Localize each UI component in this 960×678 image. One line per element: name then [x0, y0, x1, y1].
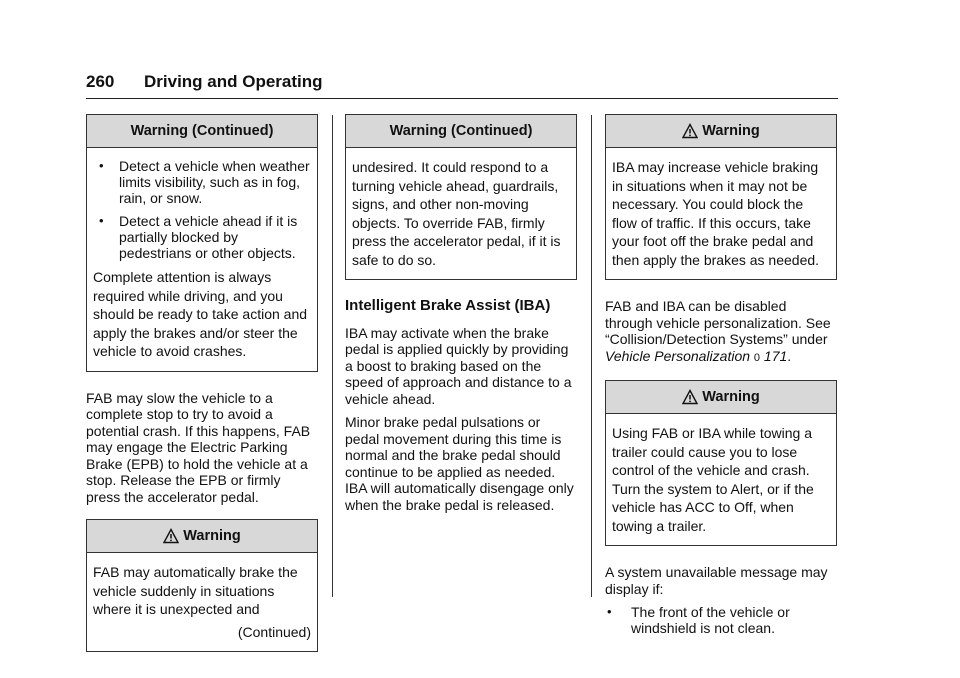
xref-arrow-icon: 0: [753, 351, 761, 364]
bullet-icon: •: [99, 213, 104, 228]
column-2: [345, 114, 577, 520]
warning-icon: [682, 123, 698, 139]
bullet-item: [93, 158, 311, 206]
bullet-text: Detect a vehicle when weather limits visibility, such as in fog, rain, or snow.: [119, 158, 310, 206]
warning-continued-box: [86, 114, 318, 372]
punctuation: .: [787, 347, 792, 364]
column-1: [86, 114, 318, 652]
page-header: [86, 72, 838, 99]
section-title: Driving and Operating: [144, 72, 323, 91]
warning-continued-box: [345, 114, 577, 280]
column-divider: [332, 115, 333, 597]
body-paragraph: Minor brake pedal pulsations or pedal movement during this time is normal and the brake pedal should continue to be applied as needed. IBA will automatically disengage only when the brake pedal is released.: [345, 414, 574, 513]
continued-label: (Continued): [237, 623, 311, 640]
warning-heading: Warning (Continued): [87, 115, 317, 148]
warning-icon: [682, 389, 698, 405]
section-heading: Intelligent Brake Assist (IBA): [345, 297, 551, 314]
warning-text: Complete attention is always required while driving, and you should be ready to take action and apply the brakes and/or steer the vehicle to avoid crashes.: [93, 269, 308, 359]
body-paragraph: A system unavailable message may display if:: [605, 564, 828, 597]
body-paragraph: IBA may activate when the brake pedal is applied quickly by providing a boost to braking based on the speed of approach and distance to a vehicle ahead.: [345, 324, 572, 407]
warning-text: undesired. It could respond to a turning vehicle ahead, guardrails, signs, and other non-moving objects. To override FAB, firmly press the accelerator pedal, if it is safe to do so.: [352, 159, 561, 268]
warning-text: Using FAB or IBA while towing a trailer could cause you to lose control of the vehicle and crash. Turn the system to Alert, or if the vehicle has ACC to Off, when towing a trailer.: [612, 425, 814, 534]
warning-text: IBA may increase vehicle braking in situations when it may not be necessary. You could block the flow of traffic. If this occurs, take your foot off the brake pedal and then apply the brakes as needed.: [612, 159, 820, 268]
warning-text: FAB may automatically brake the vehicle suddenly in situations where it is unexpected and: [93, 564, 298, 617]
warning-heading: [87, 520, 317, 553]
column-3: [605, 114, 837, 643]
xref-page-link[interactable]: 171: [763, 347, 788, 364]
body-paragraph: FAB may slow the vehicle to a complete stop to try to avoid a potential crash. If this happens, FAB may engage the Electric Parking Brake (EPB) to hold the vehicle at a stop. Release the EPB or firmly press the accelerator pedal.: [86, 389, 311, 505]
warning-heading: [606, 381, 836, 414]
warning-title: Warning: [702, 122, 760, 139]
page-number: 260: [86, 72, 115, 91]
warning-heading: Warning (Continued): [346, 115, 576, 148]
bullet-icon: •: [99, 158, 104, 173]
bullet-item: [605, 604, 837, 636]
warning-box: [605, 380, 837, 546]
xref-title[interactable]: Vehicle Personalization: [605, 347, 751, 364]
warning-heading: [606, 115, 836, 148]
warning-title: Warning: [183, 527, 241, 544]
bullet-item: [93, 213, 311, 261]
column-divider: [591, 115, 592, 597]
body-text: FAB and IBA can be disabled through vehicle personalization. See “Collision/Detection Systems” under: [605, 298, 831, 347]
bullet-text: The front of the vehicle or windshield is not clean.: [631, 604, 790, 636]
warning-box: [605, 114, 837, 280]
bullet-text: Detect a vehicle ahead if it is partially blocked by pedestrians or other objects.: [119, 213, 298, 261]
warning-icon: [163, 528, 179, 544]
bullet-icon: •: [607, 604, 612, 619]
warning-box: [86, 519, 318, 652]
warning-title: Warning: [702, 388, 760, 405]
body-paragraph: [605, 298, 837, 366]
